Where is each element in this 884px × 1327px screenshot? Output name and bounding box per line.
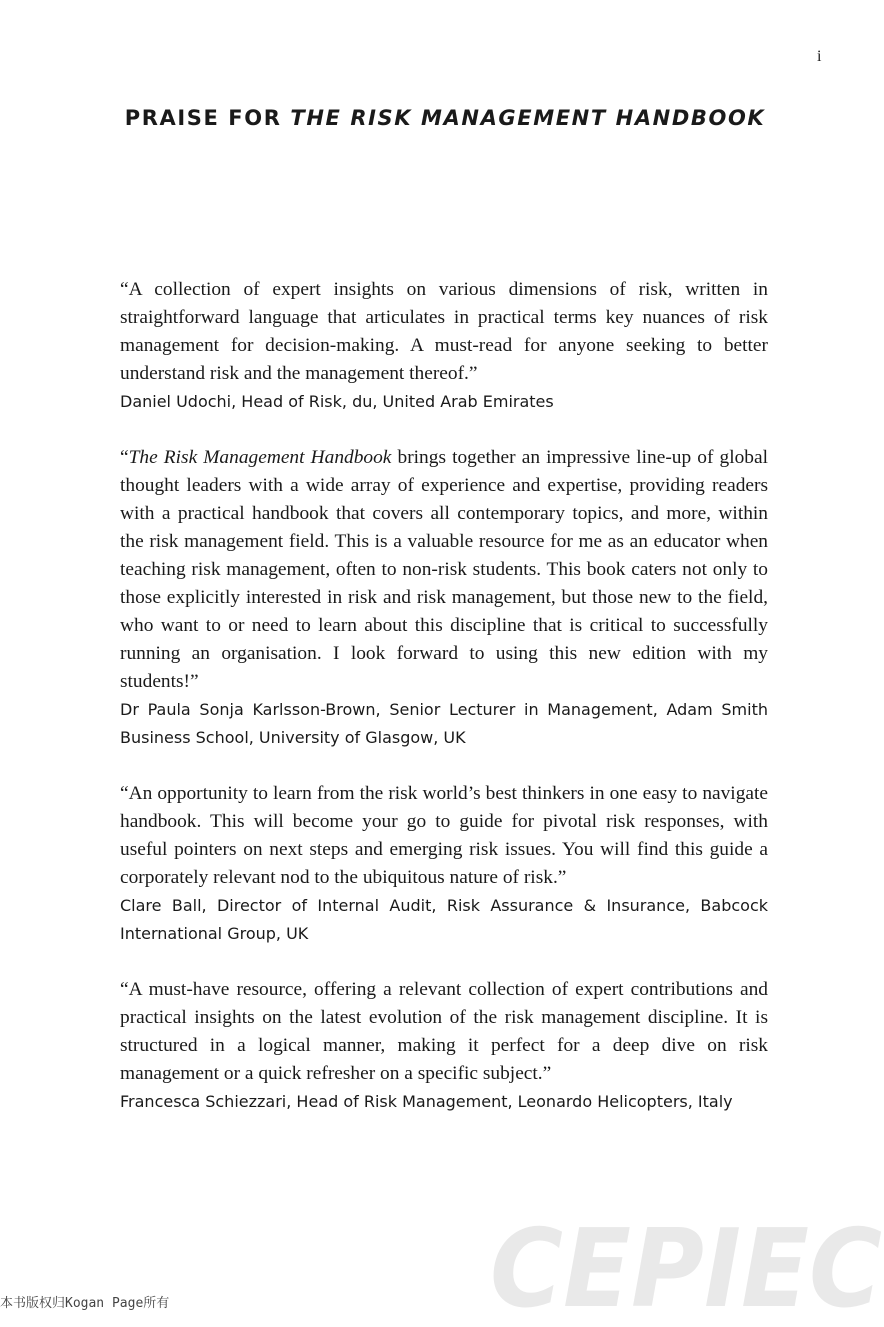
copyright-note: 本书版权归Kogan Page所有 [0, 1296, 170, 1311]
quote-text [120, 444, 768, 696]
quote-attribution: Dr Paula Sonja Karlsson-Brown, Senior Lecturer in Management, Adam Smith Business School, University of Glasgow, UK [120, 700, 768, 747]
quote-attribution: Francesca Schiezzari, Head of Risk Management, Leonardo Helicopters, Italy [120, 1092, 733, 1111]
watermark-logo [486, 1206, 884, 1316]
quote-block [120, 976, 768, 1116]
page-title [0, 106, 884, 130]
quote-block [120, 444, 768, 752]
quote-body: brings together an impressive line-up of global thought leaders with a wide array of experience and expertise, providing readers with a practical handbook that covers all contemporary topics, and more, within the risk management field. This is a valuable resource for me as an educator when teaching risk management, often to non-risk students. This book caters not only to those explicitly interested in risk and risk management, but those new to the field, who want to or need to learn about this discipline that is critical to successfully running an organisation. I look forward to using this new edition with my students!” [120, 447, 768, 692]
page-title-prefix: PRAISE FOR [124, 106, 291, 130]
page-number: i [817, 48, 822, 65]
quotes-list [120, 276, 768, 1144]
quote-attribution: Clare Ball, Director of Internal Audit, Risk Assurance & Insurance, Babcock International Group, UK [120, 896, 768, 943]
quote-open-mark: “ [120, 447, 129, 468]
quote-block [120, 276, 768, 416]
page-title-book: THE RISK MANAGEMENT HANDBOOK [290, 106, 766, 130]
quote-text: “A must-have resource, offering a relevant collection of expert contributions and practical insights on the latest evolution of the risk management discipline. It is structured in a logical manner, making it perfect for a deep dive on risk management or a quick refresher on a specific subject.” [120, 979, 768, 1084]
quote-text: “An opportunity to learn from the risk world’s best thinkers in one easy to navigate handbook. This will become your go to guide for pivotal risk responses, with useful pointers on next steps and emerging risk issues. You will find this guide a corporately relevant nod to the ubiquitous nature of risk.” [120, 783, 768, 888]
quote-attribution: Daniel Udochi, Head of Risk, du, United Arab Emirates [120, 392, 554, 411]
quote-block [120, 780, 768, 948]
watermark-text: CEPIEC [490, 1207, 882, 1316]
quote-book-title: The Risk Management Handbook [128, 447, 392, 468]
quote-text: “A collection of expert insights on various dimensions of risk, written in straightforward language that articulates in practical terms key nuances of risk management for decision-making. A must-read for anyone seeking to better understand risk and the management thereof.” [120, 279, 768, 384]
